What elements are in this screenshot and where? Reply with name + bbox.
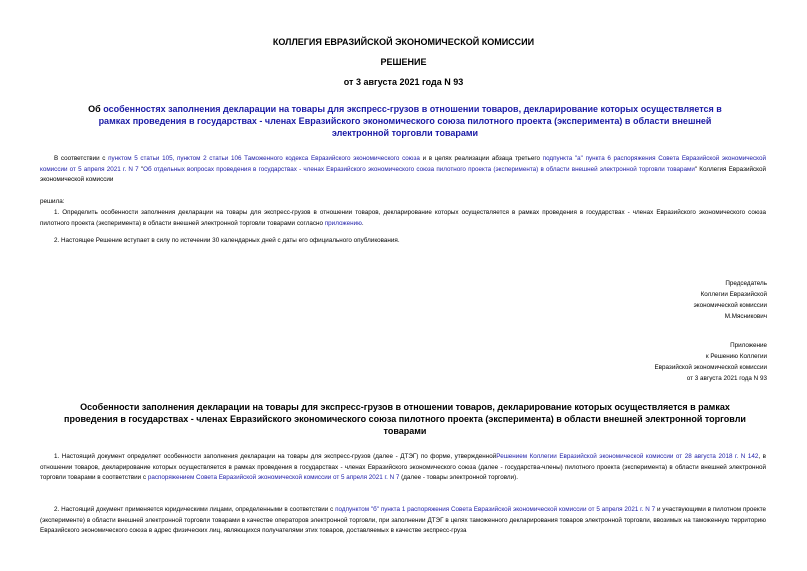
section2-text-2: и участвующими в пилотном проекте (эксперименте) в области внешней электронной торговли товарами в качестве операторов электронной торговли, при заполнении ДТЭГ в целях таможенного декларирования товаров электронной торговли, ввозимых на таможенную территорию Евразийского экономического союза в адрес физических лиц, являющихся получателями этих товаров, доставляемых в качестве экспресс-груза: [40, 506, 767, 534]
appendix-title: Особенности заполнения декларации на товары для экспресс-грузов в отношении товаров, декларирование которых осуществляется в рамках проведения в государствах - членах Евразийского экономического союза пилотного проекта (эксперимента) в области внешней электронной торговли товарами: [64, 402, 746, 436]
intro-link-customs-code[interactable]: пунктом 5 статьи 105, пунктом 2 статьи 106 Таможенного кодекса Евразийского экономического союза: [108, 155, 420, 162]
section1-text-1: 1. Настоящий документ определяет особенности заполнения декларации на товары для экспресс-грузов (далее - ДТЭГ) по форме, утвержденной: [54, 453, 497, 460]
decision-item-2: 2. Настоящее Решение вступает в силу по истечении 30 календарных дней с даты его официального опубликования.: [54, 237, 400, 244]
doc-type-heading: РЕШЕНИЕ: [380, 57, 427, 67]
intro-text-2: и в целях реализации абзаца третьего: [419, 155, 543, 162]
section1-text-3: (далее - товары электронной торговли).: [399, 474, 518, 481]
decided-label: решила:: [40, 198, 65, 205]
signature-name: М.Мясникович: [724, 313, 767, 320]
appendix-section-2: [40, 505, 766, 537]
decision-item-1: [40, 208, 766, 229]
signature-block: [567, 278, 767, 322]
intro-text-3: ": [138, 165, 144, 173]
item1-end: .: [361, 219, 364, 227]
intro-link-pilot-project[interactable]: Об отдельных вопросах проведения в государствах - членах Евразийского экономического союза пилотного проекта (эксперимента) в области внешней электронной торговли товарами: [143, 165, 695, 173]
section1-text-2: , в отношении товаров, декларирование которых осуществляется в рамках проведения в государствах - членах Евразийского экономического союза (далее - государства-члены) пилотного проекта (эксперимента) в области внешней электронной торговли товарами в соответствии с: [40, 453, 766, 481]
decision-title: [80, 103, 730, 139]
section1-link-order-7[interactable]: распоряжением Совета Евразийской экономической комиссии от 5 апреля 2021 г. N 7: [147, 474, 400, 481]
decision-title-link[interactable]: особенностях заполнения декларации на товары для экспресс-грузов в отношении товаров, декларирование которых осуществляется в рамках проведения в государствах - членах Евразийского экономического союза пилотного проекта (эксперимента) в области внешней электронной торговли товарами: [98, 104, 722, 138]
signature-line-1: Председатель: [725, 280, 767, 287]
appendix-line-3: Евразийской экономической комиссии: [654, 364, 767, 371]
intro-text-4: " Коллегия Евразийской экономической комиссии: [40, 165, 766, 183]
intro-paragraph: [40, 154, 766, 186]
appendix-line-1: Приложение: [730, 342, 767, 349]
signature-line-2: Коллегии Евразийской: [700, 291, 767, 298]
section2-text-1: 2. Настоящий документ применяется юридическими лицами, определенными в соответствии с: [54, 506, 336, 513]
decision-title-prefix: Об: [88, 104, 104, 114]
appendix-line-2: к Решению Коллегии: [705, 353, 767, 360]
item1-text: 1. Определить особенности заполнения декларации на товары для экспресс-грузов в отношении товаров, декларирование которых осуществляется в рамках проведения в государствах - членах Евразийского экономического союза пилотного проекта (эксперимента) в области внешней электронной торговли товарами согласно: [40, 209, 766, 227]
intro-link-council-order[interactable]: подпункта "а" пункта 6 распоряжения Совета Евразийской экономической комиссии от 5 апреля 2021 г. N 7: [40, 155, 767, 173]
org-heading: КОЛЛЕГИЯ ЕВРАЗИЙСКОЙ ЭКОНОМИЧЕСКОЙ КОМИССИИ: [272, 37, 535, 47]
appendix-section-1: [40, 452, 766, 484]
doc-date-heading: от 3 августа 2021 года N 93: [343, 77, 464, 87]
section1-link-decision-142[interactable]: Решением Коллегии Евразийской экономической комиссии от 28 августа 2018 г. N 142: [496, 453, 759, 460]
section2-link-order-7[interactable]: подпунктом "б" пункта 1 распоряжения Совета Евразийской экономической комиссии от 5 апреля 2021 г. N 7: [335, 506, 656, 513]
appendix-line-4: от 3 августа 2021 года N 93: [686, 375, 767, 382]
appendix-header: [547, 340, 767, 384]
item1-appendix-link[interactable]: приложению: [324, 219, 362, 227]
signature-line-3: экономической комиссии: [693, 302, 767, 309]
intro-text-1: В соответствии с: [54, 155, 109, 162]
